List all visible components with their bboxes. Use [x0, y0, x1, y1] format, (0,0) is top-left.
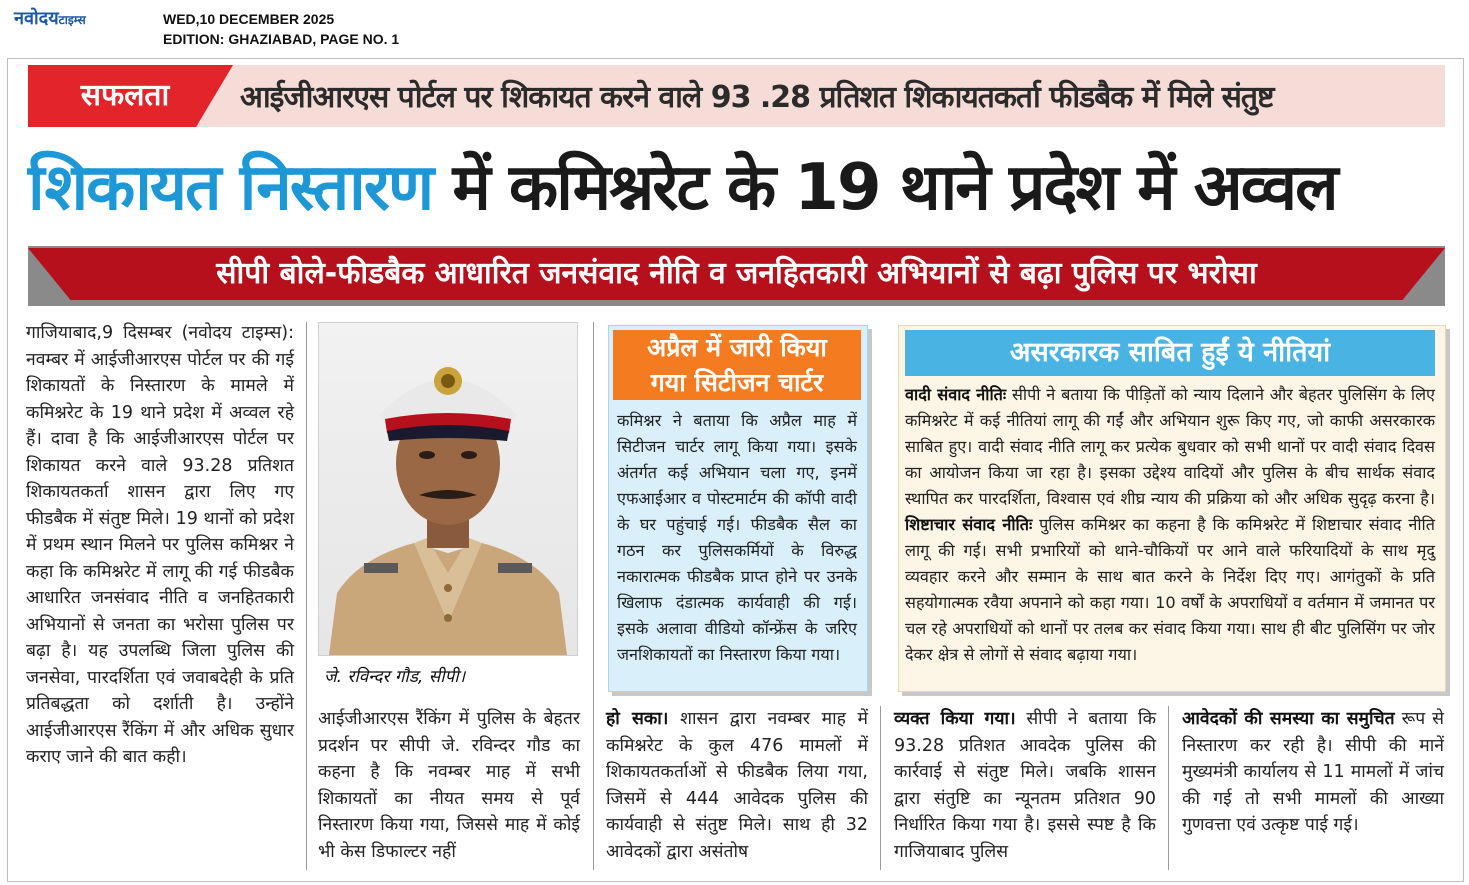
column-rule [1168, 706, 1169, 870]
article-column-2: आईजीआरएस रैंकिंग में पुलिस के बेहतर प्रदर्शन पर सीपी जे. रविन्दर गौड का कहना है कि नवम्बर माह में सभी शिकायतों का नीयत समय से पूर्व निस्तारण किया गया, जिससे माह में कोई भी केस डिफाल्टर नहीं [318, 709, 580, 862]
policy-body-1: सीपी ने बताया कि पीड़ितों को न्याय दिलाने और बेहतर पुलिसिंग के लिए कमिश्नरेट में कई नीतियां लागू की गईं और अभियान शुरू किए गए, जो काफी असरकारक साबित हुए। वादी संवाद नीति लागू कर प्रत्येक बुधवार को सभी थानों पर वादी संवाद दिवस का आयोजन किया जा रहा है। इसका उद्देश्य वादियों और पुलिस के बीच सार्थक संवाद स्थापित कर पारदर्शिता, विश्वास एवं शीघ्र न्याय की प्रक्रिया को और अधिक सुदृढ़ करना है। [905, 385, 1435, 508]
policy-lead-1: वादी संवाद नीतिः [905, 385, 1007, 404]
newspaper-logo[interactable] [14, 8, 86, 30]
policies-title: असरकारक साबित हुईं ये नीतियां [905, 330, 1435, 376]
headline-highlight: शिकायत निस्तारण [28, 151, 433, 225]
column3-body: शासन द्वारा नवम्बर माह में कमिश्नरेट के कुल 476 मामलों में शिकायतकर्ताओं से फीडबैक लिया गया, जिसमें से 444 आवेदक पुलिस की कार्यवाही से संतुष्ट मिले। साथ ही 32 आवेदकों द्वारा असंतोष [606, 709, 869, 862]
column-rule [880, 706, 881, 870]
citizen-charter-title [613, 330, 861, 400]
policy-body-2: पुलिस कमिश्नर का कहना है कि कमिश्नरेट में शिष्टाचार संवाद नीति लागू की गई। सभी प्रभारियों को थाने-चौकियों पर आने वाले फरियादियों के साथ मृदु व्यवहार करने और सम्मान के साथ बात करने के निर्देश दिए गए। आगंतुकों के प्रति सहयोगात्मक रवैया अपनाने को कहा गया। 10 वर्षों के अपराधियों व वर्तमान में जमानत पर चल रहे अपराधियों को थानों पर तलब कर संवाद किया गया। साथ ही बीट पुलिसिंग पर जोर देकर क्षेत्र से लोगों से संवाद बढ़ाया गया। [905, 515, 1435, 664]
column5-body: रूप से निस्तारण कर रही है। सीपी की मानें मुख्यमंत्री कार्यालय से 11 मामलों में जांच की गई तो सभी मामलों की आख्या गुणवत्ता एवं उत्कृष्ट पाई गई। [1182, 709, 1444, 835]
article-column-4 [894, 706, 1156, 865]
column-rule [306, 322, 307, 870]
article-column-3 [606, 706, 868, 865]
police-commissioner-photo [318, 322, 578, 656]
column4-body: सीपी ने बताया कि 93.28 प्रतिशत आवदेक पुलिस की कार्रवाई से संतुष्ट मिले। जबकि शासन द्वारा संतुष्टि का न्यूनतम प्रतिशत 90 निर्धारित किया गया है। इससे स्पष्ट है कि गाजियाबाद पुलिस [894, 709, 1157, 862]
citizen-charter-body: कमिश्नर ने बताया कि अप्रैल माह में सिटीजन चार्टर लागू किया गया। इसके अंतर्गत कई अभियान चला गए, इनमें एफआईआर व पोस्टमार्टम की कॉपी वादी के घर पहुंचाई गई। फीडबैक सैल का गठन कर पुलिसकर्मियों के विरुद्ध नकारात्मक फीडबैक प्राप्त होने पर उनके खिलाफ दंडात्मक कार्यवाही की गई। इसके अलावा वीडियो कॉन्फ्रेंस के जरिए जनशिकायतों का निस्तारण किया गया। [617, 411, 857, 664]
photo-caption: जे. रविन्दर गौड, सीपी। [324, 667, 466, 687]
citizen-charter-title-line2: गया सिटीजन चार्टर [650, 368, 824, 397]
main-headline [28, 134, 1448, 242]
logo-small-text: टाइम्स [58, 13, 86, 27]
column3-lead: हो सका। [606, 709, 669, 729]
logo-main-text: नवोदय [14, 8, 59, 29]
kicker-label: सफलता [80, 78, 170, 113]
policies-body [905, 382, 1435, 668]
policy-lead-2: शिष्टाचार संवाद नीतिः [905, 515, 1033, 534]
portrait-illustration [319, 323, 577, 655]
column-rule [593, 322, 594, 870]
article-column-1: गाजियाबाद,9 दिसम्बर (नवोदय टाइम्स): नवम्बर में आईजीआरएस पोर्टल पर की गई शिकायतों के निस्तारण के मामले में कमिश्नरेट के 19 थाने प्रदेश में अव्वल रहे हैं। दावा है कि आईजीआरएस पोर्टल पर शिकायत करने वाले 93.28 प्रतिशत शिकायतकर्ता शासन द्वारा लिए गए फीडबैक में संतुष्ट मिले। 19 थानों को प्रदेश में प्रथम स्थान मिलने पर पुलिस कमिश्नर ने कहा कि कमिश्नरेट में लागू की गई फीडबैक आधारित जनसंवाद नीति व जनहितकारी अभियानों से जनता का भरोसा पुलिस पर बढ़ा है। यह उपलब्धि जिला पुलिस की जनसेवा, पारदर्शिता एवं जवाबदेही के प्रति प्रतिबद्धता को दर्शाती है। उन्होंने आईजीआरएस रैंकिंग में और अधिक सुधार कराए जाने की बात कही। [26, 323, 294, 767]
edition-line: EDITION: GHAZIABAD, PAGE NO. 1 [163, 31, 400, 47]
article-column-5 [1182, 706, 1444, 839]
deck-text: सीपी बोले-फीडबैक आधारित जनसंवाद नीति व जनहितकारी अभियानों से बढ़ा पुलिस पर भरोसा [216, 256, 1257, 291]
edition-meta [163, 9, 399, 49]
citizen-charter-title-line1: अप्रैल में जारी किया [647, 333, 827, 362]
kicker-text: आईजीआरएस पोर्टल पर शिकायत करने वाले 93 .28 प्रतिशत शिकायतकर्ता फीडबैक में मिले संतुष्ट [240, 80, 1274, 115]
date-line: WED,10 DECEMBER 2025 [163, 11, 335, 27]
headline-rest: में कमिश्नरेट के 19 थाने प्रदेश में अव्वल [432, 151, 1337, 225]
column4-lead: व्यक्त किया गया। [894, 709, 1016, 729]
column5-lead: आवेदकों की समस्या का समुचित [1182, 709, 1395, 729]
